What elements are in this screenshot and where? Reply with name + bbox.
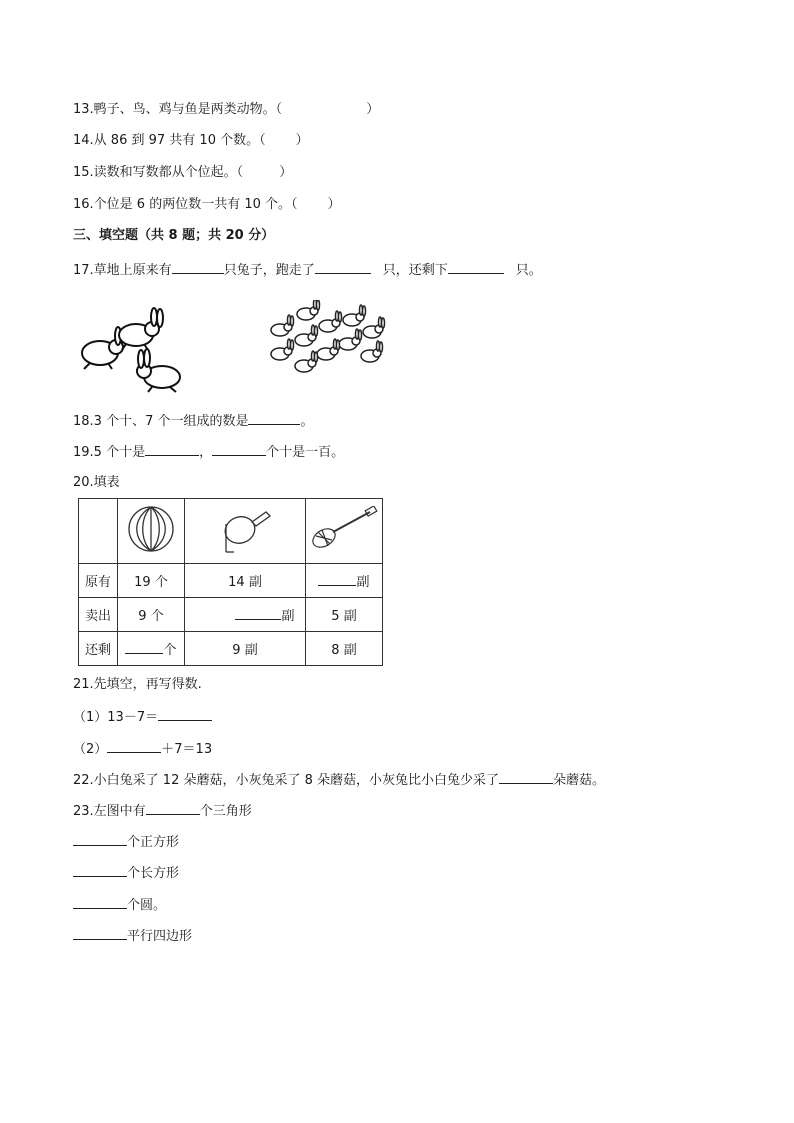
answer-blank[interactable] (125, 641, 163, 654)
table-cell: 14 副 (185, 564, 306, 598)
table-cell (118, 632, 185, 666)
question-19 (73, 443, 344, 462)
question-23-line4 (73, 896, 166, 915)
question-18 (73, 412, 314, 431)
question-23-line3 (73, 864, 179, 883)
table-header-row (79, 499, 383, 564)
racket-cell (306, 499, 383, 564)
table-corner-cell (79, 499, 118, 564)
shape-label: 个长方形 (127, 866, 180, 881)
question-16 (73, 196, 341, 214)
table-cell: 8 副 (306, 632, 383, 666)
shape-label: 平行四边形 (127, 929, 193, 944)
rabbit-icon (361, 341, 383, 362)
paddle-cell (185, 499, 306, 564)
sub-question-text: ＋7＝13 (161, 742, 213, 757)
row-label: 卖出 (79, 598, 118, 632)
question-13-close: ） (366, 102, 380, 117)
question-15-text: 15.读数和写数都从个位起。（ (73, 165, 244, 180)
shape-label: 个正方形 (127, 835, 180, 850)
question-22-part1: 22.小白兔采了 12 朵蘑菇，小灰兔采了 8 朵蘑菇，小灰兔比小白兔少采了 (73, 773, 500, 788)
question-17-part4: 只。 (515, 263, 542, 278)
table-row (79, 632, 383, 666)
question-13 (73, 101, 379, 119)
sub-question-text: （2） (73, 742, 108, 757)
rabbit-icon (317, 339, 340, 360)
badminton-racket-icon (308, 506, 380, 552)
answer-blank[interactable] (73, 927, 127, 940)
question-23-line2 (73, 833, 179, 852)
row-label: 原有 (79, 564, 118, 598)
table-cell (185, 598, 306, 632)
answer-blank[interactable] (318, 573, 356, 586)
table-cell: 9 个 (118, 598, 185, 632)
question-15 (73, 164, 292, 182)
question-18-part1: 18.3 个十、7 个一组成的数是 (73, 414, 249, 429)
rabbit-icon (343, 305, 366, 326)
question-20-label: 20.填表 (73, 475, 120, 490)
rabbits-group-11-image (268, 300, 386, 376)
answer-blank[interactable] (235, 607, 281, 620)
rabbit-icon (295, 325, 318, 346)
row-label: 还剩 (79, 632, 118, 666)
answer-blank[interactable] (158, 708, 212, 721)
question-23-part2: 个三角形 (199, 804, 252, 819)
answer-blank[interactable] (107, 740, 161, 753)
answer-blank[interactable] (172, 261, 224, 274)
question-14-text: 14.从 86 到 97 共有 10 个数。（ (73, 133, 266, 148)
answer-blank[interactable] (448, 261, 504, 274)
rabbit-icon (119, 308, 163, 350)
question-13-text: 13.鸭子、鸟、鸡与鱼是两类动物。（ (73, 102, 283, 117)
question-21-sub2 (73, 740, 212, 759)
ball-cell (118, 499, 185, 564)
rabbits-group-3-image (74, 303, 190, 395)
question-21-sub1 (73, 708, 212, 727)
answer-blank[interactable] (212, 443, 266, 456)
question-18-part2: 。 (300, 414, 314, 429)
answer-blank[interactable] (315, 261, 371, 274)
table-cell: 19 个 (118, 564, 185, 598)
question-14 (73, 132, 309, 150)
question-17-part1: 17.草地上原来有 (73, 263, 172, 278)
sub-question-text: （1）13－7＝ (73, 710, 159, 725)
question-23 (73, 802, 252, 821)
rabbit-icon (271, 315, 294, 336)
answer-blank[interactable] (73, 896, 127, 909)
question-17-part3: 只，还剩下 (382, 263, 448, 278)
ball-icon (126, 504, 176, 554)
rabbit-icon (339, 329, 362, 350)
section-3-heading: 三、填空题（共 8 题；共 20 分） (73, 228, 275, 243)
answer-blank[interactable] (145, 443, 199, 456)
table-cell (306, 564, 383, 598)
question-19-part3: 个十是一百。 (266, 445, 345, 460)
question-17 (73, 261, 542, 280)
table-row (79, 564, 383, 598)
unit-label: 副 (281, 609, 295, 624)
rabbit-icon (297, 300, 320, 320)
table-row (79, 598, 383, 632)
rabbit-icon (137, 349, 180, 392)
answer-blank[interactable] (499, 771, 553, 784)
question-21-label: 21.先填空，再写得数. (73, 677, 202, 692)
answer-blank[interactable] (73, 833, 127, 846)
question-15-close: ） (279, 165, 293, 180)
unit-label: 副 (356, 575, 370, 590)
table-cell: 5 副 (306, 598, 383, 632)
question-19-part1: 19.5 个十是 (73, 445, 146, 460)
question-17-part2: 只兔子，跑走了 (223, 263, 315, 278)
fill-in-table (78, 498, 383, 666)
question-14-close: ） (295, 133, 309, 148)
answer-blank[interactable] (248, 412, 300, 425)
question-19-part2: ， (199, 445, 213, 460)
rabbit-icon (363, 317, 385, 338)
question-23-part1: 23.左图中有 (73, 804, 146, 819)
question-16-close: ） (327, 197, 341, 212)
question-22-part2: 朵蘑菇。 (553, 773, 606, 788)
answer-blank[interactable] (73, 864, 127, 877)
question-16-text: 16.个位是 6 的两位数一共有 10 个。（ (73, 197, 298, 212)
unit-label: 个 (163, 643, 177, 658)
ping-pong-paddle-icon (210, 502, 280, 556)
question-23-line5 (73, 927, 192, 946)
answer-blank[interactable] (146, 802, 200, 815)
table-cell: 9 副 (185, 632, 306, 666)
shape-label: 个圆。 (127, 898, 167, 913)
rabbit-icon (271, 339, 294, 360)
question-22 (73, 771, 605, 790)
rabbit-icon (295, 351, 318, 372)
rabbit-icon (319, 311, 342, 332)
